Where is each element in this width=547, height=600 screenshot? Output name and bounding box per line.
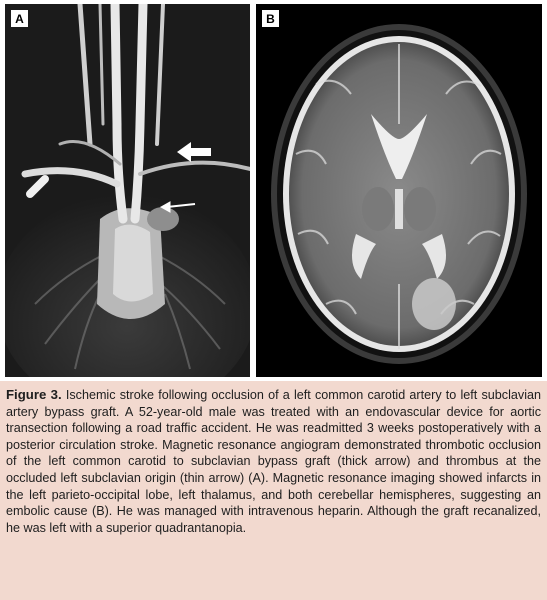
panel-b-brain-mri — [256, 4, 542, 377]
figure-caption — [6, 387, 541, 536]
mr-angiogram-image — [5, 4, 250, 377]
figure-caption-label: Figure 3. — [6, 387, 62, 402]
panel-b-label: B — [262, 10, 279, 27]
brain-mri-image — [256, 4, 542, 377]
panel-a-mr-angiogram — [5, 4, 250, 377]
figure-caption-text: Ischemic stroke following occlusion of a left common carotid artery to left subclavian artery bypass graft. A 52-year-old male was treated with an endovascular device for aortic transection following a road traffic accident. He was readmitted 3 weeks postoperatively with a posterior circulation stroke. Magnetic resonance angiogram demonstrated thrombotic occlusion of the left common carotid to subclavian bypass graft (thick arrow) and thrombus at the occluded left subclavian origin (thin arrow) (A). Magnetic resonance imaging showed infarcts in the left parieto-occipital lobe, left thalamus, and both cerebellar hemispheres, suggesting an embolic cause (B). He was managed with intravenous heparin. Although the graft recanalized, he was left with a superior quadrantanopia. — [6, 388, 541, 535]
panel-a-label: A — [11, 10, 28, 27]
